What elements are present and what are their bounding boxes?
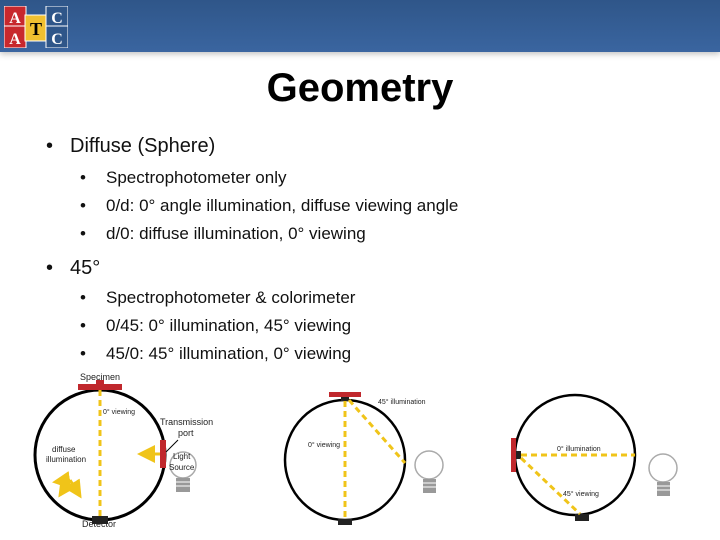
logo-letter-a2: A bbox=[9, 31, 21, 48]
sub-item: Spectrophotometer only bbox=[106, 168, 287, 187]
label-specimen: Specimen bbox=[80, 372, 121, 382]
geometry-diagrams bbox=[0, 360, 720, 540]
sub-item: 0/d: 0° angle illumination, diffuse viewing angle bbox=[106, 196, 459, 215]
label-port: port bbox=[178, 428, 194, 438]
diagram-0-45 bbox=[511, 395, 677, 521]
logo-letter-c1: C bbox=[51, 10, 63, 27]
sub-item: Spectrophotometer & colorimeter bbox=[106, 288, 356, 307]
logo-letter-c2: C bbox=[51, 31, 63, 48]
transmission-port bbox=[160, 440, 166, 468]
45-subitems: • Spectrophotometer & colorimeter • 0/45: 0° illumination, 45° viewing • 45/0: 45° illumination, 0° viewing bbox=[80, 288, 356, 363]
header-band bbox=[0, 0, 720, 52]
specimen-port bbox=[511, 438, 516, 472]
light-pointer bbox=[166, 440, 178, 452]
detector bbox=[575, 514, 589, 521]
logo-letter-a1: A bbox=[9, 10, 21, 27]
diffuse-subitems: • Spectrophotometer only • 0/d: 0° angle illumination, diffuse viewing angle • d/0: diffuse illumination, 0° viewing bbox=[80, 168, 459, 243]
bullet-label-45: 45° bbox=[70, 257, 101, 279]
detector bbox=[338, 519, 352, 525]
label-45-illumination: 45° illumination bbox=[378, 399, 426, 406]
slide-title: Geometry bbox=[266, 66, 454, 110]
sphere-diagram bbox=[35, 372, 213, 529]
specimen-port bbox=[329, 392, 361, 397]
label-diffuse: diffuse bbox=[52, 445, 76, 454]
sub-item: d/0: diffuse illumination, 0° viewing bbox=[106, 224, 366, 243]
light-bulb-icon bbox=[415, 451, 443, 493]
aatcc-logo bbox=[4, 6, 68, 48]
label-transmission: Transmission bbox=[160, 417, 214, 427]
bullet-45 bbox=[46, 256, 100, 280]
label-0-viewing: 0° viewing bbox=[103, 409, 135, 416]
label-0-viewing: 0° viewing bbox=[308, 442, 340, 449]
light-bulb-icon bbox=[649, 454, 677, 496]
viewing-ray bbox=[521, 458, 580, 514]
bullet-diffuse bbox=[46, 134, 215, 158]
sub-item: 0/45: 0° illumination, 45° viewing bbox=[106, 316, 352, 335]
sub-item: 45/0: 45° illumination, 0° viewing bbox=[106, 344, 352, 363]
bullet-dot: • bbox=[46, 257, 54, 279]
label-45-viewing: 45° viewing bbox=[563, 491, 599, 498]
label-light: Light bbox=[173, 452, 191, 461]
label-source: Source bbox=[169, 463, 195, 472]
bullet-dot: • bbox=[46, 135, 54, 157]
diagram-45-0 bbox=[285, 392, 443, 525]
label-detector: Detector bbox=[82, 519, 117, 529]
bullet-label-diffuse: Diffuse (Sphere) bbox=[70, 135, 216, 157]
label-0-illumination: 0° illumination bbox=[557, 446, 601, 453]
logo-letter-t: T bbox=[29, 19, 43, 39]
label-illumination: illumination bbox=[46, 455, 87, 464]
